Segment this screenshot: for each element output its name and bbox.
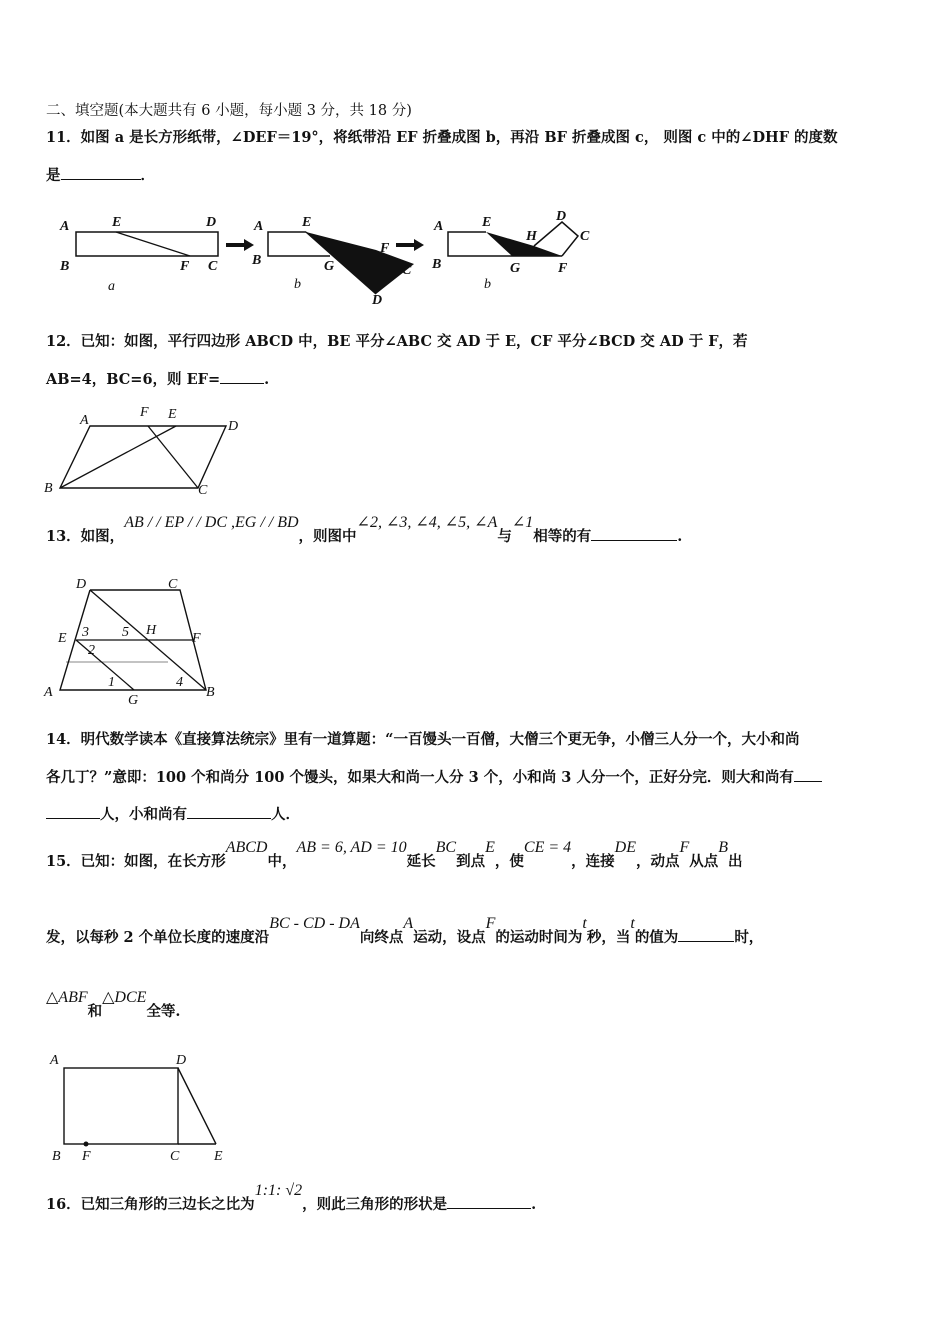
q11-line1: 11．如图 a 是长方形纸带，∠DEF＝19°，将纸带沿 EF 折叠成图 b，再沿 BF 折叠成图 c， 则图 c 中的∠DHF 的度数 [46,129,838,146]
q11-b-label-G: G [324,259,335,274]
q11-c-label-C: C [580,229,590,244]
q15-label-B: B [52,1149,61,1164]
q11-c-label-D: D [556,209,567,224]
q13-figure [44,574,234,706]
q11-figure [50,208,610,308]
q13-label-1: 1 [108,675,115,690]
q11-c-label-G: G [510,261,521,276]
q15-label-F: F [82,1149,91,1164]
q13-label-2: 2 [88,643,95,658]
q13-label-3: 3 [82,625,89,640]
q16-line: 16．已知三角形的三边长之比为1:1: √2，则此三角形的形状是 . [46,1182,537,1213]
q11-answer-blank[interactable] [61,165,141,180]
q14-answer-blank-1b[interactable] [46,804,100,819]
q11-c-label-H: H [526,229,537,244]
q11-figure-a [59,215,218,294]
q13-angle1: ∠1 [511,514,534,531]
q11-c-label-E: E [482,215,492,230]
q13-label-A: A [44,685,53,700]
q11-b-label-B: B [252,253,262,268]
q12-label-C: C [198,483,208,498]
q15-line1: 15．已知：如图，在长方形ABCD中，AB = 6, AD = 10延长BC到点E，使CE = 4，连接DE，动点F从点B出 [46,839,743,870]
q13-label-H: H [146,623,157,638]
q12-label-B: B [44,481,53,496]
q13-label-5: 5 [122,625,129,640]
q12-label-E: E [168,407,177,422]
q13-condition: AB / / EP / / DC ,EG / / BD [124,514,299,531]
q12-label-D: D [228,419,239,434]
q11-b-label-A: A [254,219,264,234]
q12-label-F: F [140,405,149,420]
q13-label-F: F [192,631,201,646]
q11-arrow-2 [396,239,424,251]
q13-answer-blank[interactable] [591,526,677,541]
q11-a-label-A: A [60,219,70,234]
q11-figure-c [431,209,590,292]
q11-b-label-F: F [380,241,390,256]
q15-line2: 发，以每秒 2 个单位长度的速度沿BC - CD - DA向终点A运动，设点F的运动时间为t秒，当t的值为 时， [46,915,764,946]
q11-a-label-C: C [208,259,218,274]
q11-b-caption: b [294,277,301,292]
q15-line3: △ABF和△DCE全等. [46,989,181,1020]
q11-b-label-D: D [372,293,383,308]
q15-label-D: D [176,1053,187,1068]
q11-figure-b [251,215,414,308]
q11-line2: 是 ． [46,167,155,184]
q11-a-label-D: D [206,215,217,230]
q13-label-C: C [168,577,178,592]
q11-c-label-B: B [432,257,442,272]
q11-b-label-C: C [402,263,412,278]
q15-label-C: C [170,1149,180,1164]
q11-c-label-A: A [434,219,444,234]
q16-answer-blank[interactable] [447,1194,531,1209]
q13-label-G: G [128,693,139,708]
q11-a-label-E: E [112,215,122,230]
q11-c-caption: b [484,277,491,292]
q12-answer-blank[interactable] [220,369,264,384]
q11-c-label-F: F [558,261,568,276]
q13-line: 13．如图，AB / / EP / / DC ,EG / / BD，则图中∠2, ∠3, ∠4, ∠5, ∠A与∠1相等的有 . [46,514,683,545]
section-title: 二、填空题(本大题共有 6 小题，每小题 3 分，共 18 分) [46,103,412,119]
q14-answer-blank-1a[interactable] [794,767,822,782]
q13-label-D: D [76,577,87,592]
q14-line2: 各几丁？”意即：100 个和尚分 100 个馒头，如果大和尚一人分 3 个，小和尚 3 人分一个，正好分完．则大和尚有 [46,767,822,788]
q15-label-E: E [214,1149,223,1164]
q11-arrow-1 [226,239,254,251]
q14-line1: 14．明代数学读本《直接算法统宗》里有一道算题：“一百馒头一百僧，大僧三个更无争，小僧三人分一个，大小和尚 [46,731,800,748]
q12-figure [44,404,254,496]
q13-label-E: E [58,631,67,646]
q11-a-label-F: F [180,259,190,274]
q14-answer-blank-2[interactable] [187,804,271,819]
q16-ratio: 1:1: √2 [254,1182,303,1199]
q14-line3: 人，小和尚有 人． [46,804,300,825]
q11-a-label-B: B [60,259,70,274]
q13-label-B: B [206,685,215,700]
q12-label-A: A [80,413,89,428]
q11-b-label-E: E [302,215,312,230]
q13-angles: ∠2, ∠3, ∠4, ∠5, ∠A [356,514,498,531]
q13-label-4: 4 [176,675,183,690]
q11-a-caption: a [108,279,115,294]
q12-line1: 12．已知：如图，平行四边形 ABCD 中，BE 平分∠ABC 交 AD 于 E，CF 平分∠BCD 交 AD 于 F，若 [46,333,748,350]
q15-figure [46,1050,246,1168]
q15-answer-blank[interactable] [678,927,734,942]
q12-line2: AB=4，BC=6，则 EF= . [46,371,270,388]
q15-label-A: A [50,1053,59,1068]
